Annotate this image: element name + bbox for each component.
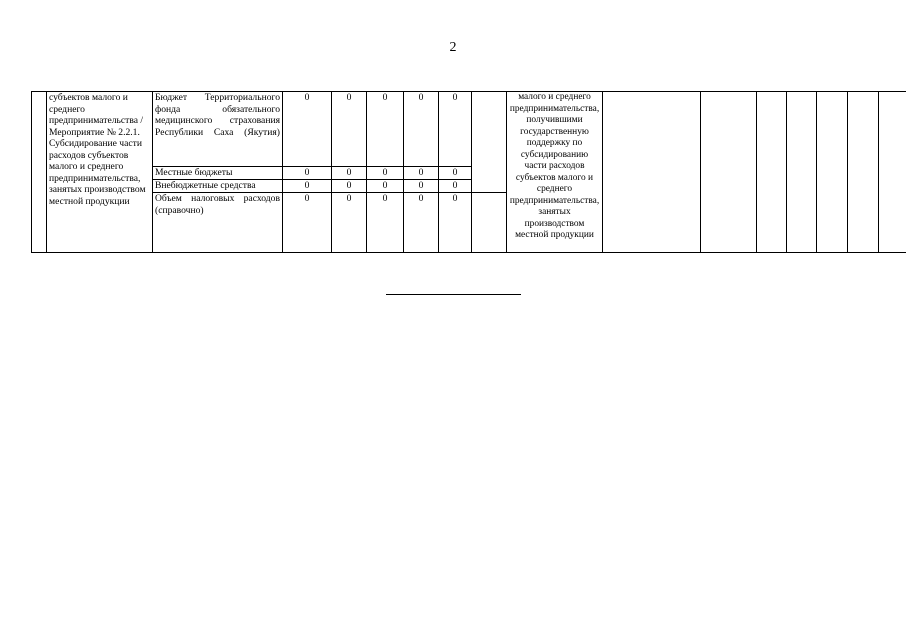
page-number: 2 <box>449 40 457 55</box>
table-row <box>32 92 906 167</box>
value-cell: 0 <box>439 92 472 167</box>
value-cell: 0 <box>367 167 404 180</box>
value-cell: 0 <box>367 193 404 253</box>
value-cell: 0 <box>439 167 472 180</box>
value-cell: 0 <box>367 92 404 167</box>
value-cell: 0 <box>367 180 404 193</box>
measure-name-cell: субъектов малого и среднего предпринимательства / Мероприятие № 2.2.1. Субсидирование части расходов субъектов малого и среднего предпринимательства, занятых производством местной продукции <box>47 92 153 253</box>
empty-cell <box>817 92 848 253</box>
value-cell: 0 <box>283 180 332 193</box>
value-cell: 0 <box>283 167 332 180</box>
source-name-cell: Объем налоговых расходов (справочно) <box>153 193 283 253</box>
value-cell: 0 <box>332 92 367 167</box>
value-cell: 0 <box>283 92 332 167</box>
row-number-cell <box>32 92 47 253</box>
empty-cell <box>787 92 817 253</box>
indicator-cell <box>472 193 507 253</box>
program-table <box>31 91 906 253</box>
source-name-cell: Местные бюджеты <box>153 167 283 180</box>
empty-cell <box>603 92 701 253</box>
value-cell: 0 <box>332 167 367 180</box>
value-cell: 0 <box>439 193 472 253</box>
value-cell: 0 <box>283 193 332 253</box>
source-name-cell: Внебюджетные средства <box>153 180 283 193</box>
value-cell: 0 <box>439 180 472 193</box>
value-cell: 0 <box>404 193 439 253</box>
empty-cell <box>879 92 906 253</box>
value-cell: 0 <box>404 167 439 180</box>
footer-divider <box>386 294 521 295</box>
result-cell: малого и среднего предпринимательства, получившими государственную поддержку по субсидированию части расходов субъектов малого и среднего предпринимательства, занятых производством местной продукции <box>507 92 603 253</box>
value-cell: 0 <box>332 180 367 193</box>
empty-cell <box>757 92 787 253</box>
empty-cell <box>701 92 757 253</box>
value-cell: 0 <box>404 180 439 193</box>
indicator-cell <box>472 92 507 193</box>
value-cell: 0 <box>404 92 439 167</box>
empty-cell <box>848 92 879 253</box>
source-name-cell: Бюджет Территориального фонда обязательного медицинского страхования Республики Саха (Якутия) <box>153 92 283 167</box>
value-cell: 0 <box>332 193 367 253</box>
